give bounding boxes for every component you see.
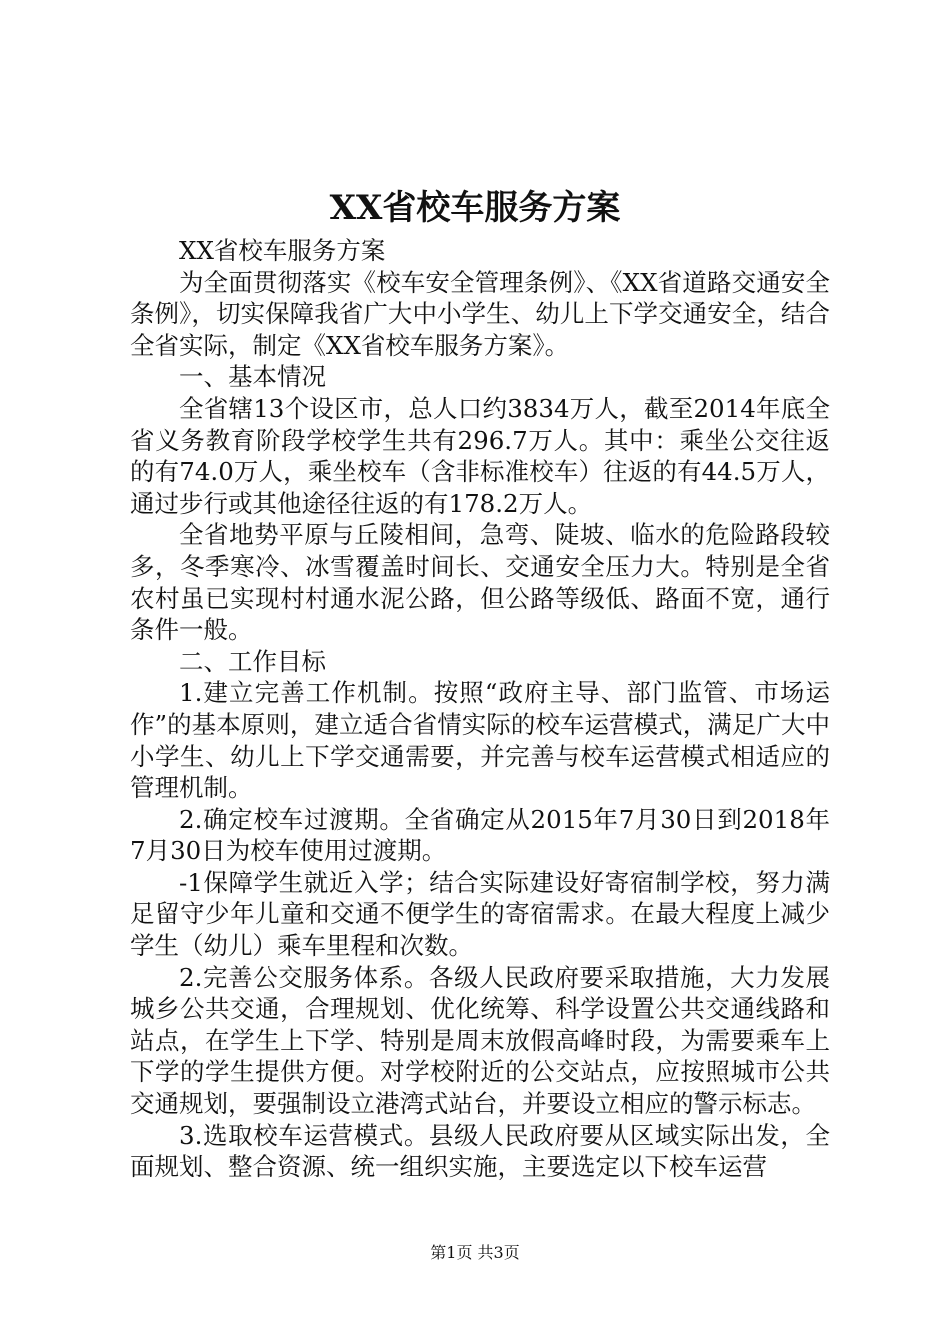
paragraph-goal-1: 1.建立完善工作机制。按照“政府主导、部门监管、市场运作”的基本原则，建立适合省情实际的校车运营模式，满足广大中小学生、幼儿上下学交通需要，并完善与校车运营模式相适应的管理机制。 xyxy=(130,678,830,803)
section-heading-work-goals: 二、工作目标 xyxy=(179,646,326,676)
paragraph-intro: 为全面贯彻落实《校车安全管理条例》、《XX省道路交通安全条例》，切实保障我省广大中小学生、幼儿上下学交通安全，结合全省实际，制定《XX省校车服务方案》。 xyxy=(130,267,830,360)
document-title: XX省校车服务方案 xyxy=(329,188,621,228)
paragraph-goal-2: 2.确定校车过渡期。全省确定从2015年7月30日到2018年7月30日为校车使用过渡期。 xyxy=(130,804,830,866)
paragraph-terrain: 全省地势平原与丘陵相间，急弯、陡坡、临水的危险路段较多，冬季寒冷、冰雪覆盖时间长、交通安全压力大。特别是全省农村虽已实现村村通水泥公路，但公路等级低、路面不宽，通行条件一般。 xyxy=(130,520,830,645)
section-heading-basic-situation: 一、基本情况 xyxy=(179,362,326,392)
paragraph-subtitle: XX省校车服务方案 xyxy=(179,236,386,265)
document-body xyxy=(130,235,830,1183)
paragraph-public-transit: 2.完善公交服务体系。各级人民政府要采取措施，大力发展城乡公共交通，合理规划、优化统筹、科学设置公共交通线路和站点，在学生上下学、特别是周末放假高峰时段，为需要乘车上下学的学生提供方便。对学校附近的公交站点，应按照城市公共交通规划，要强制设立港湾式站台，并要设立相应的警示标志。 xyxy=(130,962,830,1119)
paragraph-operation-mode: 3.选取校车运营模式。县级人民政府要从区域实际出发，全面规划、整合资源、统一组织实施，主要选定以下校车运营 xyxy=(130,1120,830,1182)
paragraph-nearby-enrollment: -1保障学生就近入学；结合实际建设好寄宿制学校，努力满足留守少年儿童和交通不便学生的寄宿需求。在最大程度上减少学生（幼儿）乘车里程和次数。 xyxy=(130,867,830,961)
page-footer: 第1页 共3页 xyxy=(430,1243,520,1262)
paragraph-statistics: 全省辖13个设区市，总人口约3834万人，截至2014年底全省义务教育阶段学校学生共有296.7万人。其中：乘坐公交往返的有74.0万人，乘坐校车（含非标准校车）往返的有44.5万人，通过步行或其他途径往返的有178.2万人。 xyxy=(130,393,830,518)
